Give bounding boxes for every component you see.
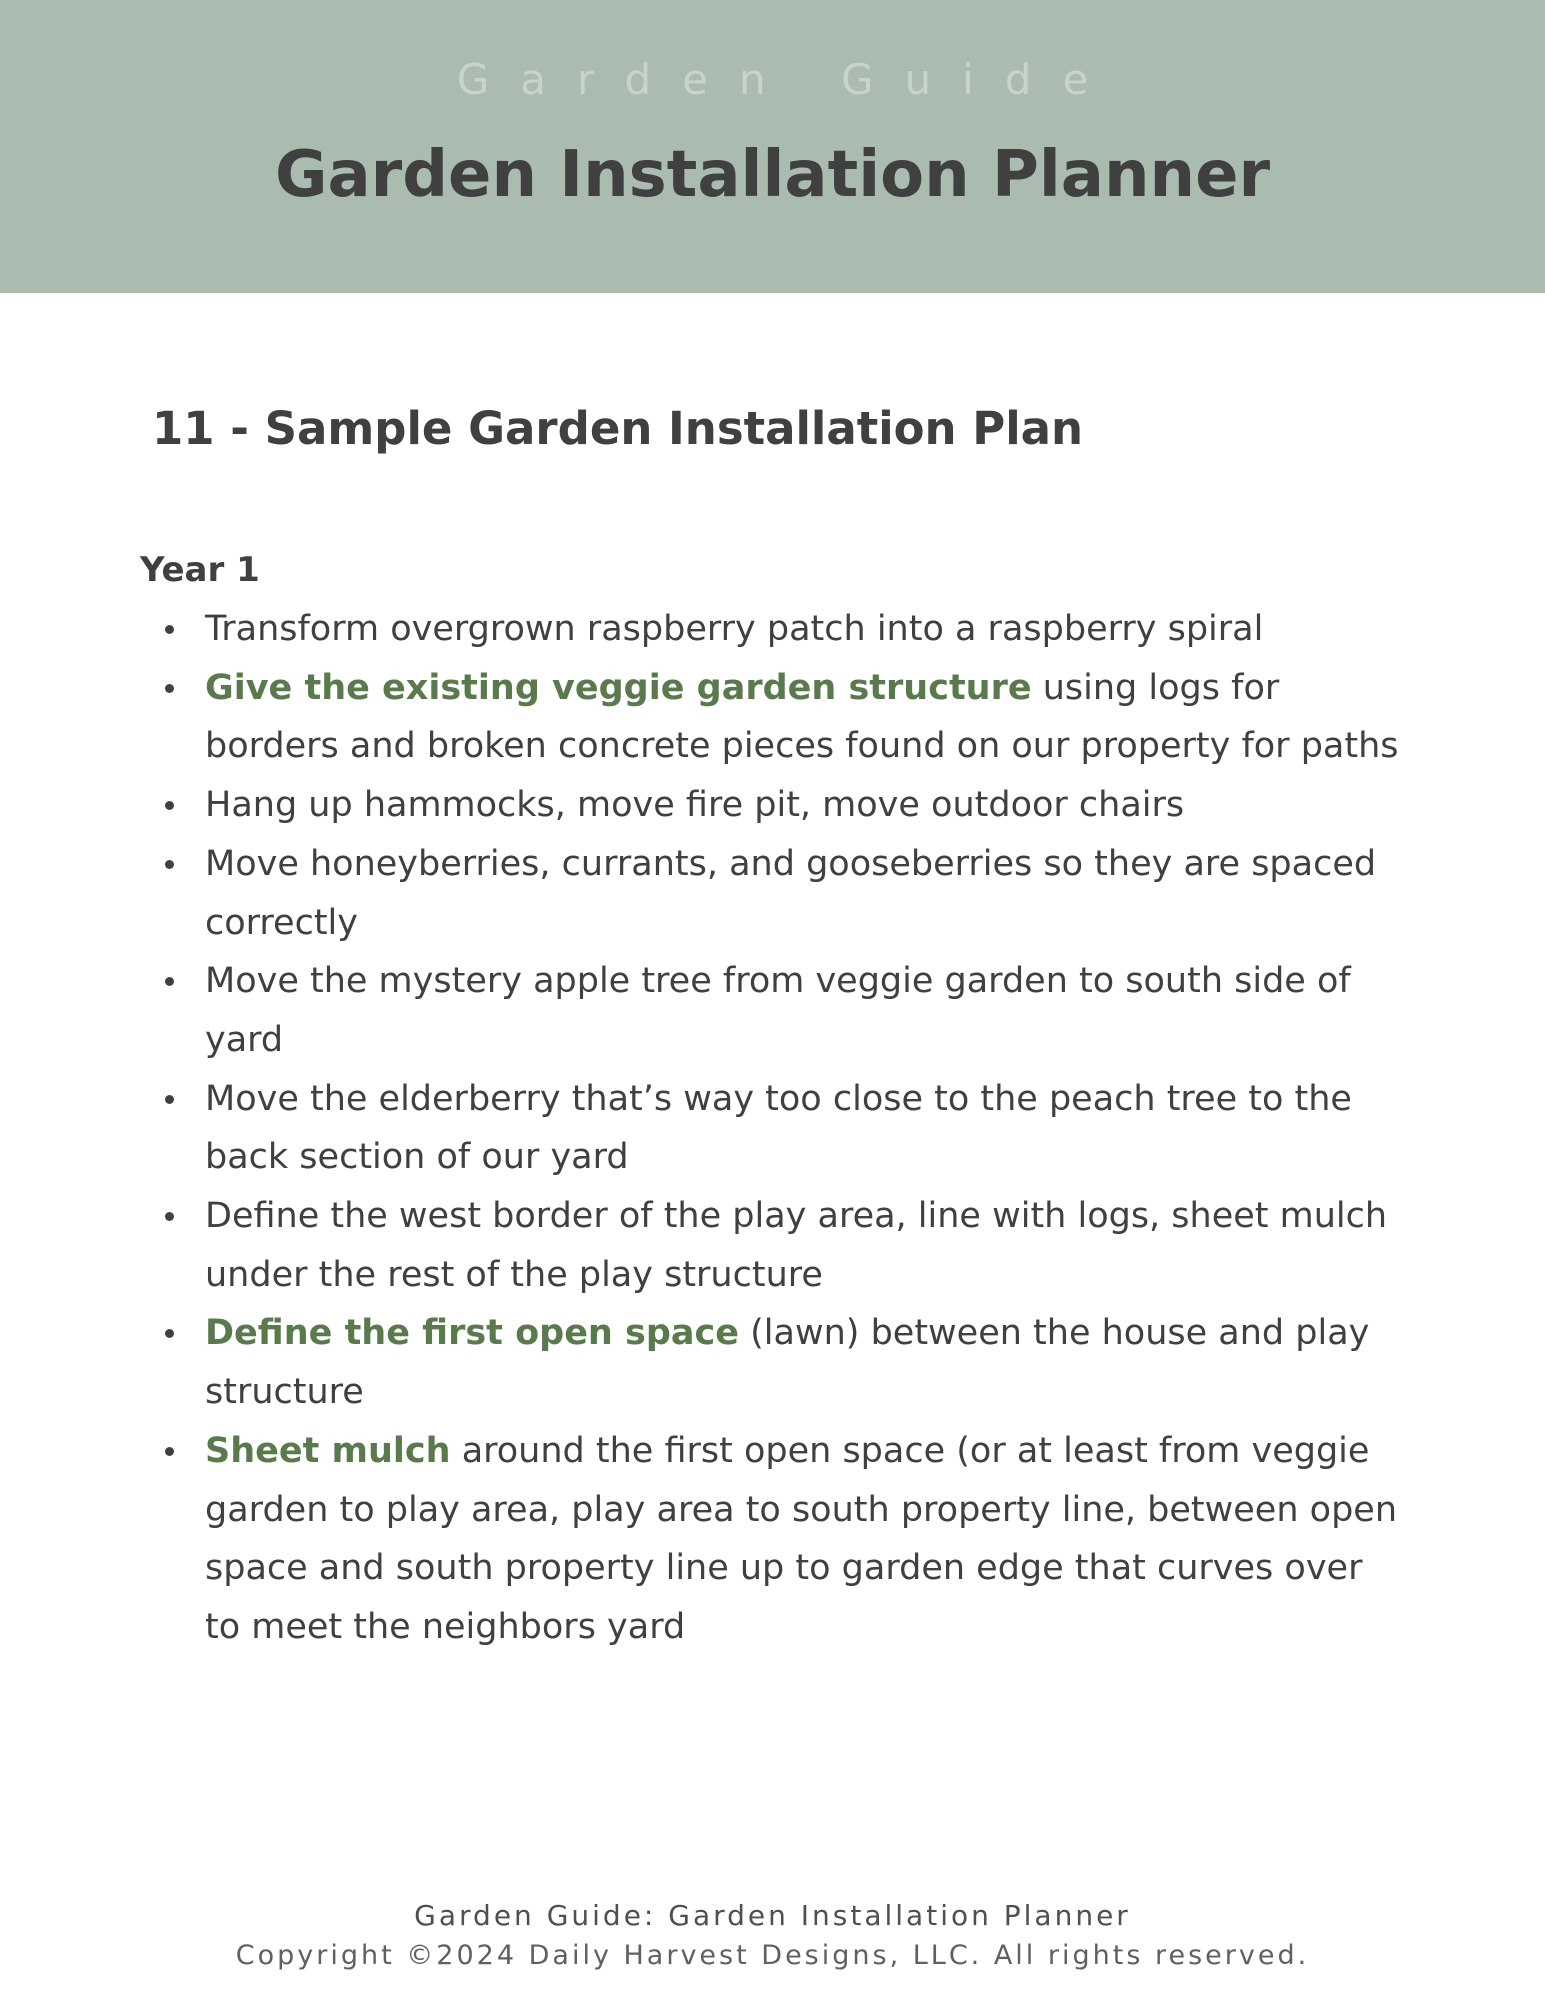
section-title: 11 - Sample Garden Installation Plan xyxy=(152,402,1084,455)
page-title: Garden Installation Planner xyxy=(274,138,1271,212)
list-item xyxy=(140,600,1400,659)
item-text: Hang up hammocks, move fire pit, move outdoor chairs xyxy=(205,785,1185,826)
item-highlight: Give the existing veggie garden structure xyxy=(205,667,1032,708)
item-text: Move the elderberry that’s way too close to the peach tree to the back section of our yard xyxy=(205,1078,1352,1178)
item-highlight: Sheet mulch xyxy=(205,1430,451,1471)
item-text: Move honeyberries, currants, and gooseberries so they are spaced correctly xyxy=(205,843,1377,943)
bullet-icon xyxy=(165,860,174,869)
list-item xyxy=(140,659,1400,776)
bullet-icon xyxy=(165,977,174,986)
bullet-icon xyxy=(165,1329,174,1338)
item-text: using logs for borders and broken concrete pieces found on our property for paths xyxy=(205,667,1399,767)
task-list xyxy=(140,600,1400,1657)
list-item xyxy=(140,1187,1400,1304)
brand-label: Garden Guide xyxy=(456,55,1120,104)
list-item xyxy=(140,1422,1400,1657)
bullet-icon xyxy=(165,1447,174,1456)
bullet-icon xyxy=(165,684,174,693)
header-banner xyxy=(0,0,1545,293)
list-item xyxy=(140,835,1400,952)
bullet-icon xyxy=(165,625,174,634)
item-text: Transform overgrown raspberry patch into a raspberry spiral xyxy=(205,609,1264,649)
list-item xyxy=(140,952,1400,1069)
item-text: around the first open space (or at least from veggie garden to play area, play area to south property line, between open space and south property line up to garden edge that curves over to meet the neighbors yard xyxy=(205,1430,1397,1647)
item-text: (lawn) between the house and play structure xyxy=(205,1313,1370,1413)
bullet-icon xyxy=(165,1095,174,1104)
year-label: Year 1 xyxy=(140,550,260,590)
list-item xyxy=(140,776,1400,835)
footer-title: Garden Guide: Garden Installation Planner xyxy=(414,1899,1131,1932)
item-text: Define the west border of the play area, line with logs, sheet mulch under the rest of the play structure xyxy=(205,1196,1388,1295)
item-highlight: Define the first open space xyxy=(205,1313,740,1354)
list-item xyxy=(140,1070,1400,1187)
bullet-icon xyxy=(165,801,174,810)
list-item xyxy=(140,1304,1400,1421)
footer-copyright: Copyright ©2024 Daily Harvest Designs, LLC. All rights reserved. xyxy=(235,1940,1310,1971)
item-text: Move the mystery apple tree from veggie garden to south side of yard xyxy=(205,961,1351,1060)
bullet-icon xyxy=(165,1212,174,1221)
